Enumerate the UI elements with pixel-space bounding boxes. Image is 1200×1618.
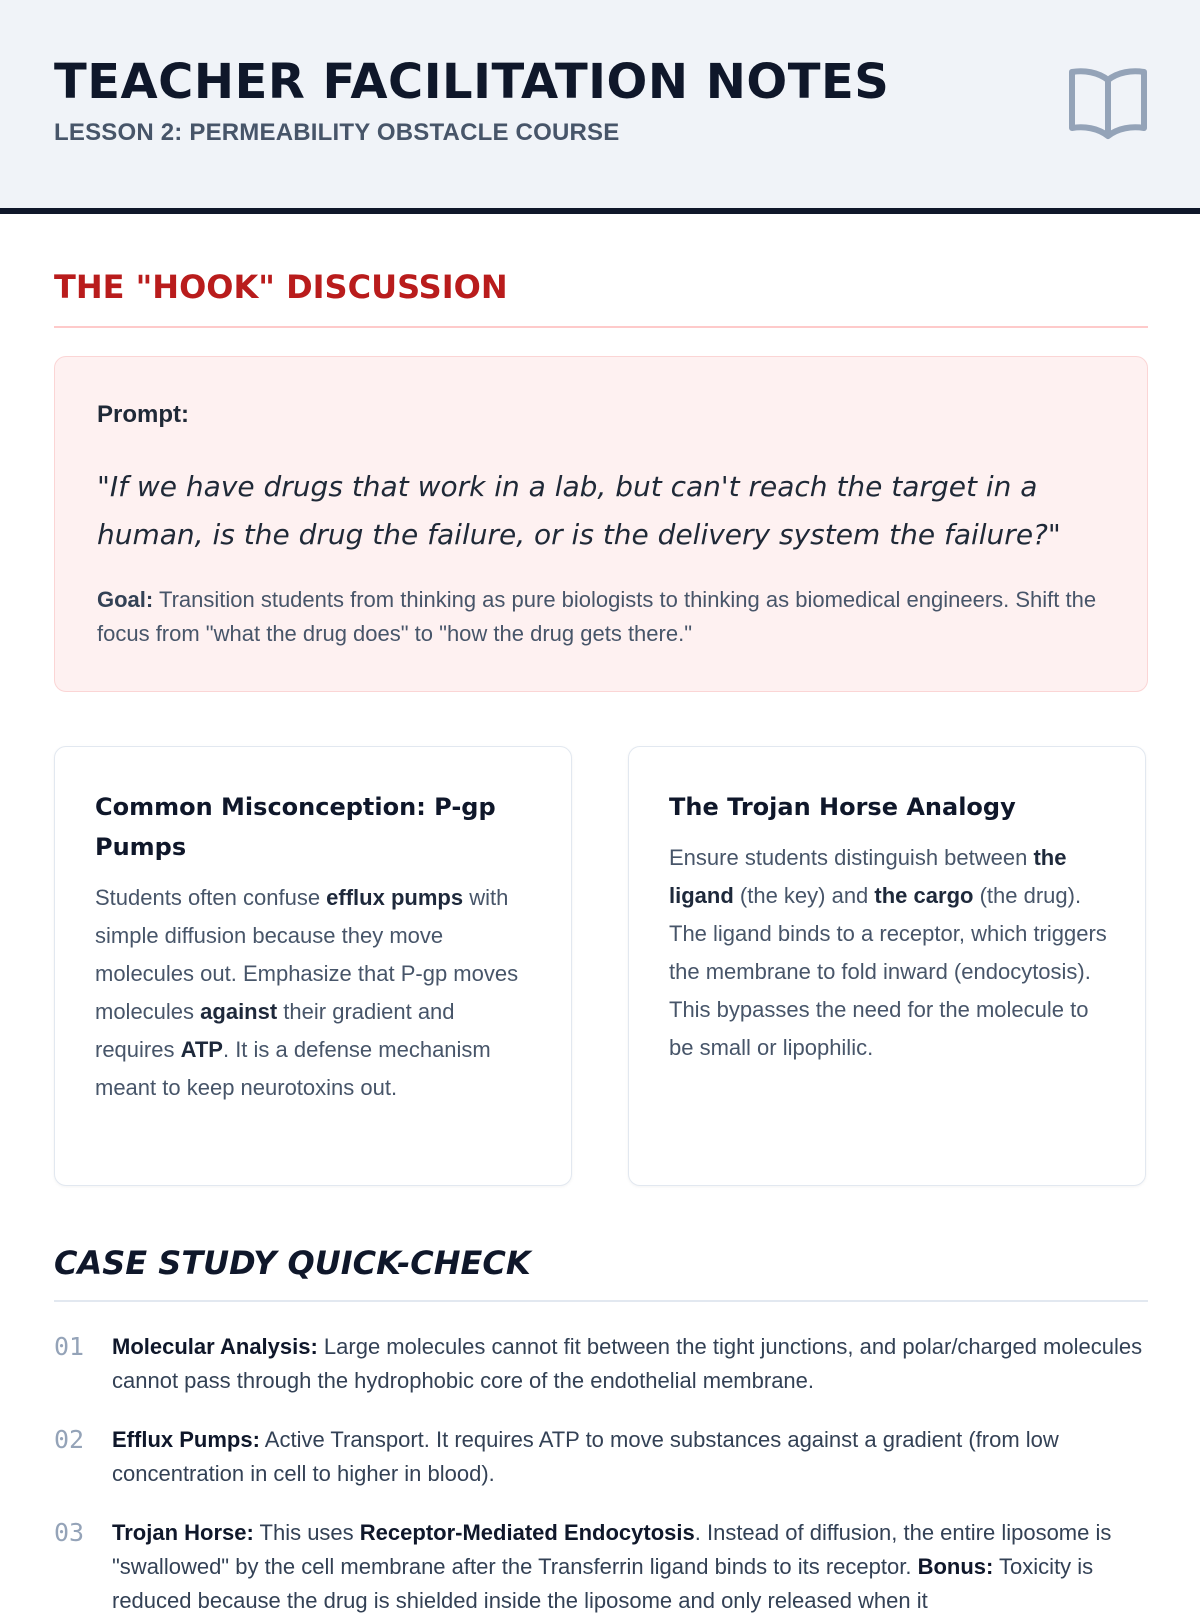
misconception-body: Students often confuse efflux pumps with simple diffusion because they move molecules out. Emphasize that P-gp moves molecules against their gradient and requires ATP. It is a defense mechanism meant to keep neurotoxins out. [95,885,519,1100]
lesson-subtitle: LESSON 2: PERMEABILITY OBSTACLE COURSE [54,119,620,146]
goal-text: Transition students from thinking as pure biologists to thinking as biomedical engineers. Shift the focus from "what the drug does" to "how the drug gets there." [97,587,1097,646]
hook-heading: THE "HOOK" DISCUSSION [54,268,508,306]
item-number: 03 [54,1518,85,1547]
book-open-icon [1066,62,1150,142]
hook-divider [54,326,1148,328]
misconception-title: Common Misconception: P-gp Pumps [95,793,496,861]
prompt-box [54,356,1148,692]
prompt-quote: "If we have drugs that work in a lab, but can't reach the target in a human, is the drug the failure, or is the delivery system the failure?" [97,470,1061,551]
trojan-horse-card [628,746,1146,1186]
misconception-card [54,746,572,1186]
trojan-horse-body: Ensure students distinguish between the ligand (the key) and the cargo (the drug). The ligand binds to a receptor, which triggers the membrane to fold inward (endocytosis). This bypasses the need for the molecule to be small or lipophilic. [669,845,1107,1060]
item-text: Molecular Analysis: Large molecules cannot fit between the tight junctions, and polar/charged molecules cannot pass through the hydrophobic core of the endothelial membrane. [112,1334,1143,1393]
trojan-horse-title: The Trojan Horse Analogy [669,793,1016,821]
prompt-goal [97,583,1107,651]
page-title: TEACHER FACILITATION NOTES [54,54,890,110]
item-text: Efflux Pumps: Active Transport. It requires ATP to move substances against a gradient (from low concentration in cell to higher in blood). [112,1427,1059,1486]
goal-label: Goal: [97,587,154,612]
prompt-label: Prompt: [97,401,189,428]
item-number: 01 [54,1332,85,1361]
item-number: 02 [54,1425,85,1454]
case-study-divider [54,1300,1148,1302]
case-study-heading: CASE STUDY QUICK-CHECK [54,1244,531,1282]
item-text: Trojan Horse: This uses Receptor-Mediated Endocytosis. Instead of diffusion, the entire liposome is "swallowed" by the cell membrane after the Transferrin ligand binds to its receptor. Bonus: Toxicity is reduced because the drug is shielded inside the liposome and only released when it [112,1520,1112,1613]
page-header [0,0,1200,214]
